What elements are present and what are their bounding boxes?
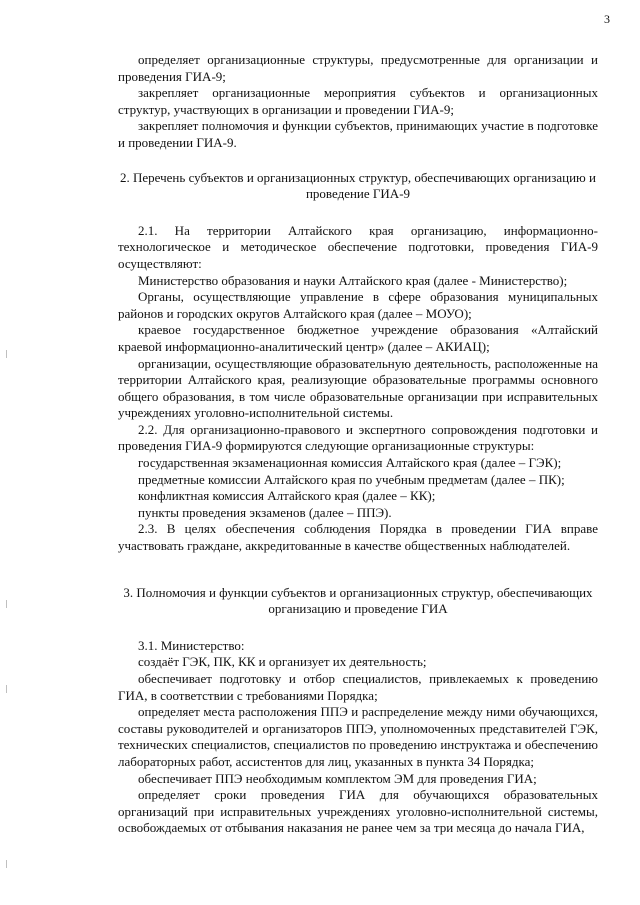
paragraph: закрепляет организационные мероприятия субъектов и организационных структур, участвующих в организации и проведении ГИА-9; [118, 85, 598, 117]
paragraph: создаёт ГЭК, ПК, КК и организует их деятельность; [138, 654, 427, 670]
paragraph: закрепляет полномочия и функции субъектов, принимающих участие в подготовке и проведении ГИА-9. [118, 118, 598, 150]
paragraph: определяет места расположения ППЭ и распределение между ними обучающихся, составы руководителей и организаторов ППЭ, уполномоченных представителей ГЭК, технических специалистов, специалистов по проведению инструктажа и обеспечению лабораторных работ, ассистентов для лиц, указанных в пункта 34 Порядка; [118, 704, 598, 769]
paragraph: 3.1. Министерство: [138, 637, 245, 653]
paragraph: 2.1. На территории Алтайского края организацию, информационно-технологическое и методическое обеспечение подготовки, проведения ГИА-9 осуществляют: [118, 222, 598, 271]
paragraph: конфликтная комиссия Алтайского края (далее – КК); [138, 488, 436, 504]
margin-tick [6, 350, 7, 358]
page-number: 3 [604, 12, 610, 26]
paragraph: пункты проведения экзаменов (далее – ППЭ). [138, 504, 392, 520]
paragraph: обеспечивает подготовку и отбор специалистов, привлекаемых к проведению ГИА, в соответствии с требованиями Порядка; [118, 671, 598, 703]
paragraph: организации, осуществляющие образовательную деятельность, расположенные на территории Алтайского края, реализующие образовательные программы основного общего образования, в том числе образовательные организации при исправительных учреждениях уголовно-исполнительной системы. [118, 355, 598, 421]
paragraph: обеспечивает ППЭ необходимым комплектом ЭМ для проведения ГИА; [138, 770, 537, 786]
paragraph: определяет организационные структуры, предусмотренные для организации и проведения ГИА-9; [118, 52, 598, 84]
section-heading: 3. Полномочия и функции субъектов и организационных структур, обеспечивающих организацию и проведение ГИА [123, 584, 593, 617]
paragraph: краевое государственное бюджетное учреждение образования «Алтайский краевой информационно-аналитический центр» (далее – АКИАЦ); [118, 322, 598, 354]
document-body [118, 52, 598, 837]
paragraph: государственная экзаменационная комиссия Алтайского края (далее – ГЭК); [138, 455, 562, 471]
binding-margin-marks [6, 0, 10, 905]
paragraph: Органы, осуществляющие управление в сфере образования муниципальных районов и городских округов Алтайского края (далее – МОУО); [118, 289, 598, 321]
margin-tick [6, 600, 7, 608]
paragraph: Министерство образования и науки Алтайского края (далее - Министерство); [138, 272, 568, 288]
paragraph: предметные комиссии Алтайского края по учебным предметам (далее – ПК); [138, 471, 565, 487]
paragraph: 2.3. В целях обеспечения соблюдения Порядка в проведении ГИА вправе участвовать граждане, аккредитованные в качестве общественных наблюдателей. [118, 521, 598, 554]
margin-tick [6, 685, 7, 693]
paragraph: 2.2. Для организационно-правового и экспертного сопровождения подготовки и проведения ГИА-9 формируются следующие организационные структуры: [118, 421, 598, 454]
section-heading: 2. Перечень субъектов и организационных структур, обеспечивающих организацию и проведение ГИА-9 [120, 169, 596, 202]
paragraph: определяет сроки проведения ГИА для обучающихся образовательных организаций при исправительных учреждениях уголовно-исполнительной системы, освобождаемых от отбывания наказания не ранее чем за три месяца до начала ГИА, [118, 787, 598, 836]
margin-tick [6, 860, 7, 868]
